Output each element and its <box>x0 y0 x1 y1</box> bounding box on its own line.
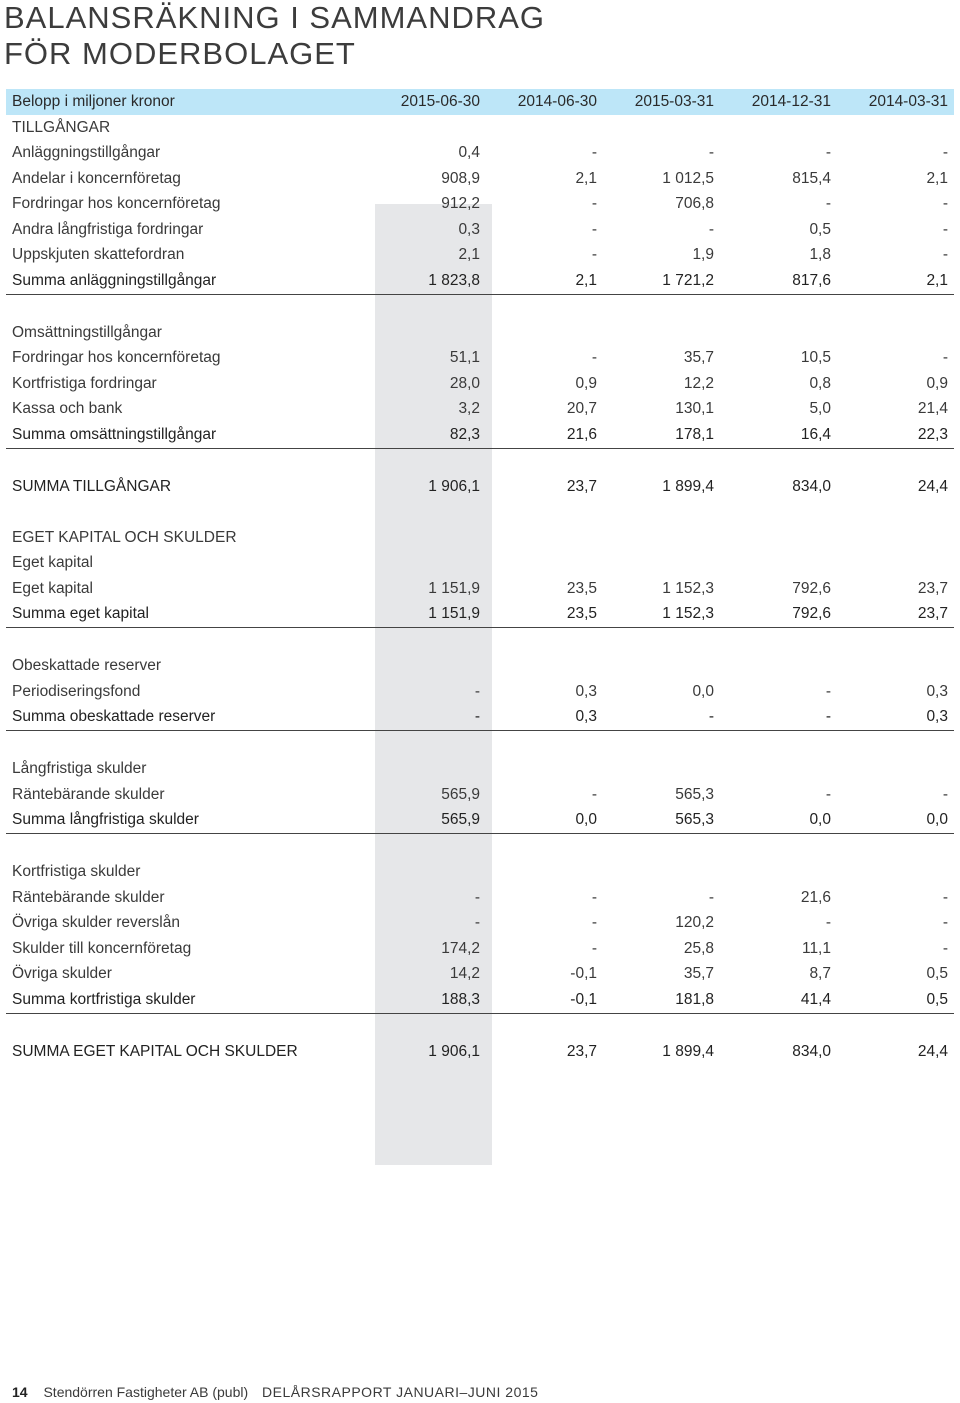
table-row <box>6 371 954 397</box>
row-value: 0,5 <box>926 965 948 983</box>
row-value: - <box>603 705 720 731</box>
row-value <box>720 500 837 526</box>
row-value: - <box>942 220 948 238</box>
row-label: Kassa och bank <box>12 400 123 418</box>
table-spacer-row <box>6 294 954 320</box>
row-value <box>369 628 486 654</box>
row-value: - <box>708 888 714 906</box>
row-label: EGET KAPITAL OCH SKULDER <box>12 528 237 546</box>
row-value: 23,5 <box>486 602 603 628</box>
row-value <box>720 525 837 551</box>
row-value: 41,4 <box>720 987 837 1013</box>
row-value <box>720 294 837 320</box>
row-value: 0,3 <box>458 220 480 238</box>
row-value <box>486 500 603 526</box>
row-value: 23,7 <box>566 477 597 495</box>
row-label: Omsättningstillgångar <box>12 323 162 341</box>
row-value: 0,3 <box>575 682 597 700</box>
page-title-line2: FÖR MODERBOLAGET <box>4 36 356 71</box>
row-value <box>603 834 720 860</box>
header-period: 2014-06-30 <box>486 89 603 115</box>
row-value: - <box>591 939 597 957</box>
table-sum-row <box>6 987 954 1013</box>
row-value: 24,4 <box>917 477 948 495</box>
row-label: TILLGÅNGAR <box>12 118 111 136</box>
table-sum-row <box>6 268 954 294</box>
row-label: Summa långfristiga skulder <box>6 808 369 834</box>
header-period: 2015-03-31 <box>603 89 720 115</box>
table-row <box>6 936 954 962</box>
row-label: Summa omsättningstillgångar <box>6 422 369 448</box>
row-value <box>486 294 603 320</box>
table-body <box>6 115 954 1065</box>
row-value <box>837 834 954 860</box>
row-value <box>369 757 486 783</box>
row-value: 21,4 <box>917 400 948 418</box>
table-spacer-row <box>6 834 954 860</box>
row-value: 11,1 <box>801 939 831 957</box>
page-title <box>4 0 545 72</box>
row-value: - <box>942 914 948 932</box>
table-row <box>6 962 954 988</box>
row-value: 834,0 <box>792 477 831 495</box>
row-value: 2,1 <box>575 169 597 187</box>
row-value <box>486 320 603 346</box>
row-label: Obeskattade reserver <box>12 657 162 675</box>
row-value: 912,2 <box>441 195 480 213</box>
row-value: 0,5 <box>809 220 831 238</box>
row-value <box>486 1013 603 1039</box>
row-value: - <box>825 144 831 162</box>
row-label: Långfristiga skulder <box>12 760 147 778</box>
balance-sheet-table-container <box>6 89 954 1065</box>
row-value: - <box>720 705 837 731</box>
footer-report-title: DELÅRSRAPPORT JANUARI–JUNI 2015 <box>262 1384 539 1400</box>
row-value: 0,0 <box>486 808 603 834</box>
table-row <box>6 397 954 423</box>
row-value <box>369 115 486 141</box>
table-section-row <box>6 525 954 551</box>
row-value: 706,8 <box>675 195 714 213</box>
row-value: - <box>825 195 831 213</box>
row-value: - <box>942 246 948 264</box>
row-value <box>837 551 954 577</box>
row-label: Summa kortfristiga skulder <box>6 987 369 1013</box>
header-label: Belopp i miljoner kronor <box>6 89 369 115</box>
row-value: 1 721,2 <box>603 268 720 294</box>
footer-company: Stendörren Fastigheter AB (publ) <box>43 1384 249 1400</box>
row-value: 1 151,9 <box>369 602 486 628</box>
row-value: 3,2 <box>458 400 480 418</box>
row-value: - <box>591 888 597 906</box>
row-value <box>837 525 954 551</box>
row-label: Kortfristiga skulder <box>12 863 141 881</box>
table-sum-row <box>6 705 954 731</box>
row-value <box>603 551 720 577</box>
row-label <box>6 1013 369 1039</box>
row-value <box>603 294 720 320</box>
row-label <box>6 294 369 320</box>
row-value <box>369 1013 486 1039</box>
row-value: 12,2 <box>683 374 714 392</box>
row-label: Övriga skulder reverslån <box>12 914 180 932</box>
header-period: 2014-03-31 <box>837 89 954 115</box>
row-value: 0,3 <box>486 705 603 731</box>
row-value: 565,3 <box>603 808 720 834</box>
row-value <box>837 115 954 141</box>
row-value: - <box>591 195 597 213</box>
row-value: 908,9 <box>441 169 480 187</box>
table-total-row <box>6 474 954 500</box>
row-value <box>837 1013 954 1039</box>
row-label: Uppskjuten skattefordran <box>12 246 185 264</box>
row-value: 0,9 <box>575 374 597 392</box>
row-value: 21,6 <box>800 888 831 906</box>
page-title-line1: BALANSRÄKNING I SAMMANDRAG <box>4 0 546 35</box>
row-value <box>369 551 486 577</box>
row-label: Övriga skulder <box>12 965 112 983</box>
table-section-row <box>6 757 954 783</box>
row-label: Fordringar hos koncernföretag <box>12 195 221 213</box>
row-value <box>486 551 603 577</box>
row-value: 174,2 <box>441 939 480 957</box>
row-value <box>369 294 486 320</box>
row-value: 1,8 <box>809 246 831 264</box>
row-value: 1 152,3 <box>662 579 714 597</box>
row-value <box>369 320 486 346</box>
row-value <box>486 628 603 654</box>
row-label: Räntebärande skulder <box>12 888 165 906</box>
row-value <box>720 757 837 783</box>
row-value: 2,1 <box>486 268 603 294</box>
table-row <box>6 141 954 167</box>
row-label: Räntebärande skulder <box>12 785 165 803</box>
row-value: 10,5 <box>800 349 831 367</box>
table-total-row <box>6 1039 954 1065</box>
row-value: 1 823,8 <box>369 268 486 294</box>
row-value: - <box>942 888 948 906</box>
row-label <box>6 448 369 474</box>
row-value <box>603 115 720 141</box>
row-value <box>369 448 486 474</box>
row-value: 8,7 <box>809 965 831 983</box>
row-value <box>720 115 837 141</box>
row-value: 120,2 <box>675 914 714 932</box>
row-value: 0,5 <box>837 987 954 1013</box>
row-value: - <box>942 195 948 213</box>
row-value: - <box>591 785 597 803</box>
row-value: - <box>591 914 597 932</box>
row-label: Fordringar hos koncernföretag <box>12 349 221 367</box>
row-value: 82,3 <box>369 422 486 448</box>
row-value <box>720 834 837 860</box>
row-value: 1 152,3 <box>603 602 720 628</box>
row-value: 2,1 <box>837 268 954 294</box>
row-value <box>603 1013 720 1039</box>
row-value: 22,3 <box>837 422 954 448</box>
row-value: 0,3 <box>837 705 954 731</box>
row-label: Kortfristiga fordringar <box>12 374 157 392</box>
row-value: - <box>825 785 831 803</box>
row-value <box>369 500 486 526</box>
table-spacer-row <box>6 731 954 757</box>
row-value: - <box>708 220 714 238</box>
table-row <box>6 782 954 808</box>
row-value <box>603 320 720 346</box>
page-footer <box>12 1384 538 1400</box>
row-value <box>837 628 954 654</box>
row-value <box>486 731 603 757</box>
row-value: 2,1 <box>458 246 480 264</box>
row-label <box>6 500 369 526</box>
row-value <box>486 448 603 474</box>
row-value <box>720 320 837 346</box>
row-value: - <box>708 144 714 162</box>
row-value <box>720 860 837 886</box>
row-value: 23,5 <box>566 579 597 597</box>
row-value: 5,0 <box>809 400 831 418</box>
row-value: 0,9 <box>926 374 948 392</box>
row-value: 23,7 <box>566 1042 597 1060</box>
row-label <box>6 834 369 860</box>
row-value: - <box>942 349 948 367</box>
row-value: 28,0 <box>449 374 480 392</box>
row-value <box>837 320 954 346</box>
table-row <box>6 346 954 372</box>
row-label: Andelar i koncernföretag <box>12 169 181 187</box>
row-value <box>369 834 486 860</box>
row-value: 0,0 <box>837 808 954 834</box>
row-value: 565,3 <box>675 785 714 803</box>
row-value <box>603 448 720 474</box>
row-value: 1 899,4 <box>662 1042 714 1060</box>
table-spacer-row <box>6 448 954 474</box>
row-label: Skulder till koncernföretag <box>12 939 192 957</box>
row-value: 23,7 <box>917 579 948 597</box>
row-value: 1 899,4 <box>662 477 714 495</box>
row-value <box>720 551 837 577</box>
row-value: - <box>591 246 597 264</box>
row-value <box>603 525 720 551</box>
table-row <box>6 217 954 243</box>
table-sum-row <box>6 422 954 448</box>
row-value: - <box>825 682 831 700</box>
header-period: 2015-06-30 <box>369 89 486 115</box>
row-value: 2,1 <box>926 169 948 187</box>
row-value <box>603 757 720 783</box>
table-row <box>6 911 954 937</box>
table-spacer-row <box>6 500 954 526</box>
row-label <box>6 731 369 757</box>
row-value: 21,6 <box>486 422 603 448</box>
row-value: -0,1 <box>570 965 597 983</box>
row-value <box>720 654 837 680</box>
row-value <box>720 731 837 757</box>
row-value: 0,3 <box>926 682 948 700</box>
table-section-row <box>6 551 954 577</box>
table-sum-row <box>6 808 954 834</box>
row-value: 35,7 <box>683 965 714 983</box>
row-value <box>603 731 720 757</box>
row-value: 1 906,1 <box>428 477 480 495</box>
row-value: 20,7 <box>566 400 597 418</box>
row-value: 834,0 <box>792 1042 831 1060</box>
row-label: SUMMA TILLGÅNGAR <box>12 477 172 495</box>
row-label: Anläggningstillgångar <box>12 144 161 162</box>
table-section-row <box>6 115 954 141</box>
row-value: 0,0 <box>720 808 837 834</box>
row-value: 792,6 <box>720 602 837 628</box>
table-header-row <box>6 89 954 115</box>
row-value: - <box>474 682 480 700</box>
row-value <box>837 731 954 757</box>
row-value: 565,9 <box>441 785 480 803</box>
row-value <box>720 448 837 474</box>
row-value: 1 151,9 <box>428 579 480 597</box>
row-value: - <box>825 914 831 932</box>
row-value: 1 012,5 <box>662 169 714 187</box>
row-value <box>720 1013 837 1039</box>
row-value <box>486 654 603 680</box>
row-value <box>837 500 954 526</box>
row-value: 0,8 <box>809 374 831 392</box>
table-section-row <box>6 654 954 680</box>
row-value: - <box>591 349 597 367</box>
table-section-row <box>6 860 954 886</box>
row-value: 51,1 <box>449 349 480 367</box>
row-value: - <box>942 785 948 803</box>
row-value <box>603 860 720 886</box>
table-section-row <box>6 320 954 346</box>
row-value <box>837 294 954 320</box>
table-row <box>6 166 954 192</box>
row-value: 24,4 <box>917 1042 948 1060</box>
row-label: Summa obeskattade reserver <box>6 705 369 731</box>
row-value <box>603 628 720 654</box>
row-value: 815,4 <box>792 169 831 187</box>
row-value <box>369 731 486 757</box>
row-value: 188,3 <box>369 987 486 1013</box>
table-spacer-row <box>6 628 954 654</box>
row-value: - <box>474 888 480 906</box>
row-value: - <box>369 705 486 731</box>
table-sum-row <box>6 602 954 628</box>
table-row <box>6 885 954 911</box>
row-value: - <box>591 220 597 238</box>
row-value <box>837 654 954 680</box>
row-value: - <box>942 144 948 162</box>
row-value <box>603 500 720 526</box>
table-row <box>6 192 954 218</box>
row-value: 1 906,1 <box>428 1042 480 1060</box>
row-value: 16,4 <box>720 422 837 448</box>
row-value: 792,6 <box>792 579 831 597</box>
row-label: Eget kapital <box>12 579 93 597</box>
row-value: 817,6 <box>720 268 837 294</box>
row-value: - <box>474 914 480 932</box>
row-label: Andra långfristiga fordringar <box>12 220 204 238</box>
row-label <box>6 628 369 654</box>
row-label: SUMMA EGET KAPITAL OCH SKULDER <box>12 1042 298 1060</box>
row-value: - <box>591 144 597 162</box>
row-value <box>720 628 837 654</box>
row-label: Summa eget kapital <box>6 602 369 628</box>
row-value <box>603 654 720 680</box>
row-value: 35,7 <box>683 349 714 367</box>
row-value: 1,9 <box>692 246 714 264</box>
row-value <box>369 525 486 551</box>
row-value <box>486 757 603 783</box>
row-label: Periodiseringsfond <box>12 682 141 700</box>
row-value: 14,2 <box>449 965 480 983</box>
table-row <box>6 243 954 269</box>
row-value <box>837 860 954 886</box>
table-spacer-row <box>6 1013 954 1039</box>
row-value <box>486 834 603 860</box>
row-value <box>837 448 954 474</box>
row-value: 0,0 <box>692 682 714 700</box>
row-value <box>369 860 486 886</box>
row-value <box>486 115 603 141</box>
row-value: - <box>942 939 948 957</box>
row-value: 25,8 <box>683 939 714 957</box>
row-value: 565,9 <box>369 808 486 834</box>
row-label: Summa anläggningstillgångar <box>6 268 369 294</box>
row-value <box>486 860 603 886</box>
table-row <box>6 679 954 705</box>
row-value: 181,8 <box>603 987 720 1013</box>
row-value <box>486 525 603 551</box>
row-value: 178,1 <box>603 422 720 448</box>
row-value: 23,7 <box>837 602 954 628</box>
row-value: -0,1 <box>486 987 603 1013</box>
row-value: 130,1 <box>675 400 714 418</box>
row-value <box>837 757 954 783</box>
page-number: 14 <box>12 1384 28 1400</box>
row-label: Eget kapital <box>12 554 93 572</box>
balance-sheet-table <box>6 89 954 1065</box>
row-value <box>369 654 486 680</box>
row-value: 0,4 <box>458 144 480 162</box>
table-row <box>6 576 954 602</box>
header-period: 2014-12-31 <box>720 89 837 115</box>
